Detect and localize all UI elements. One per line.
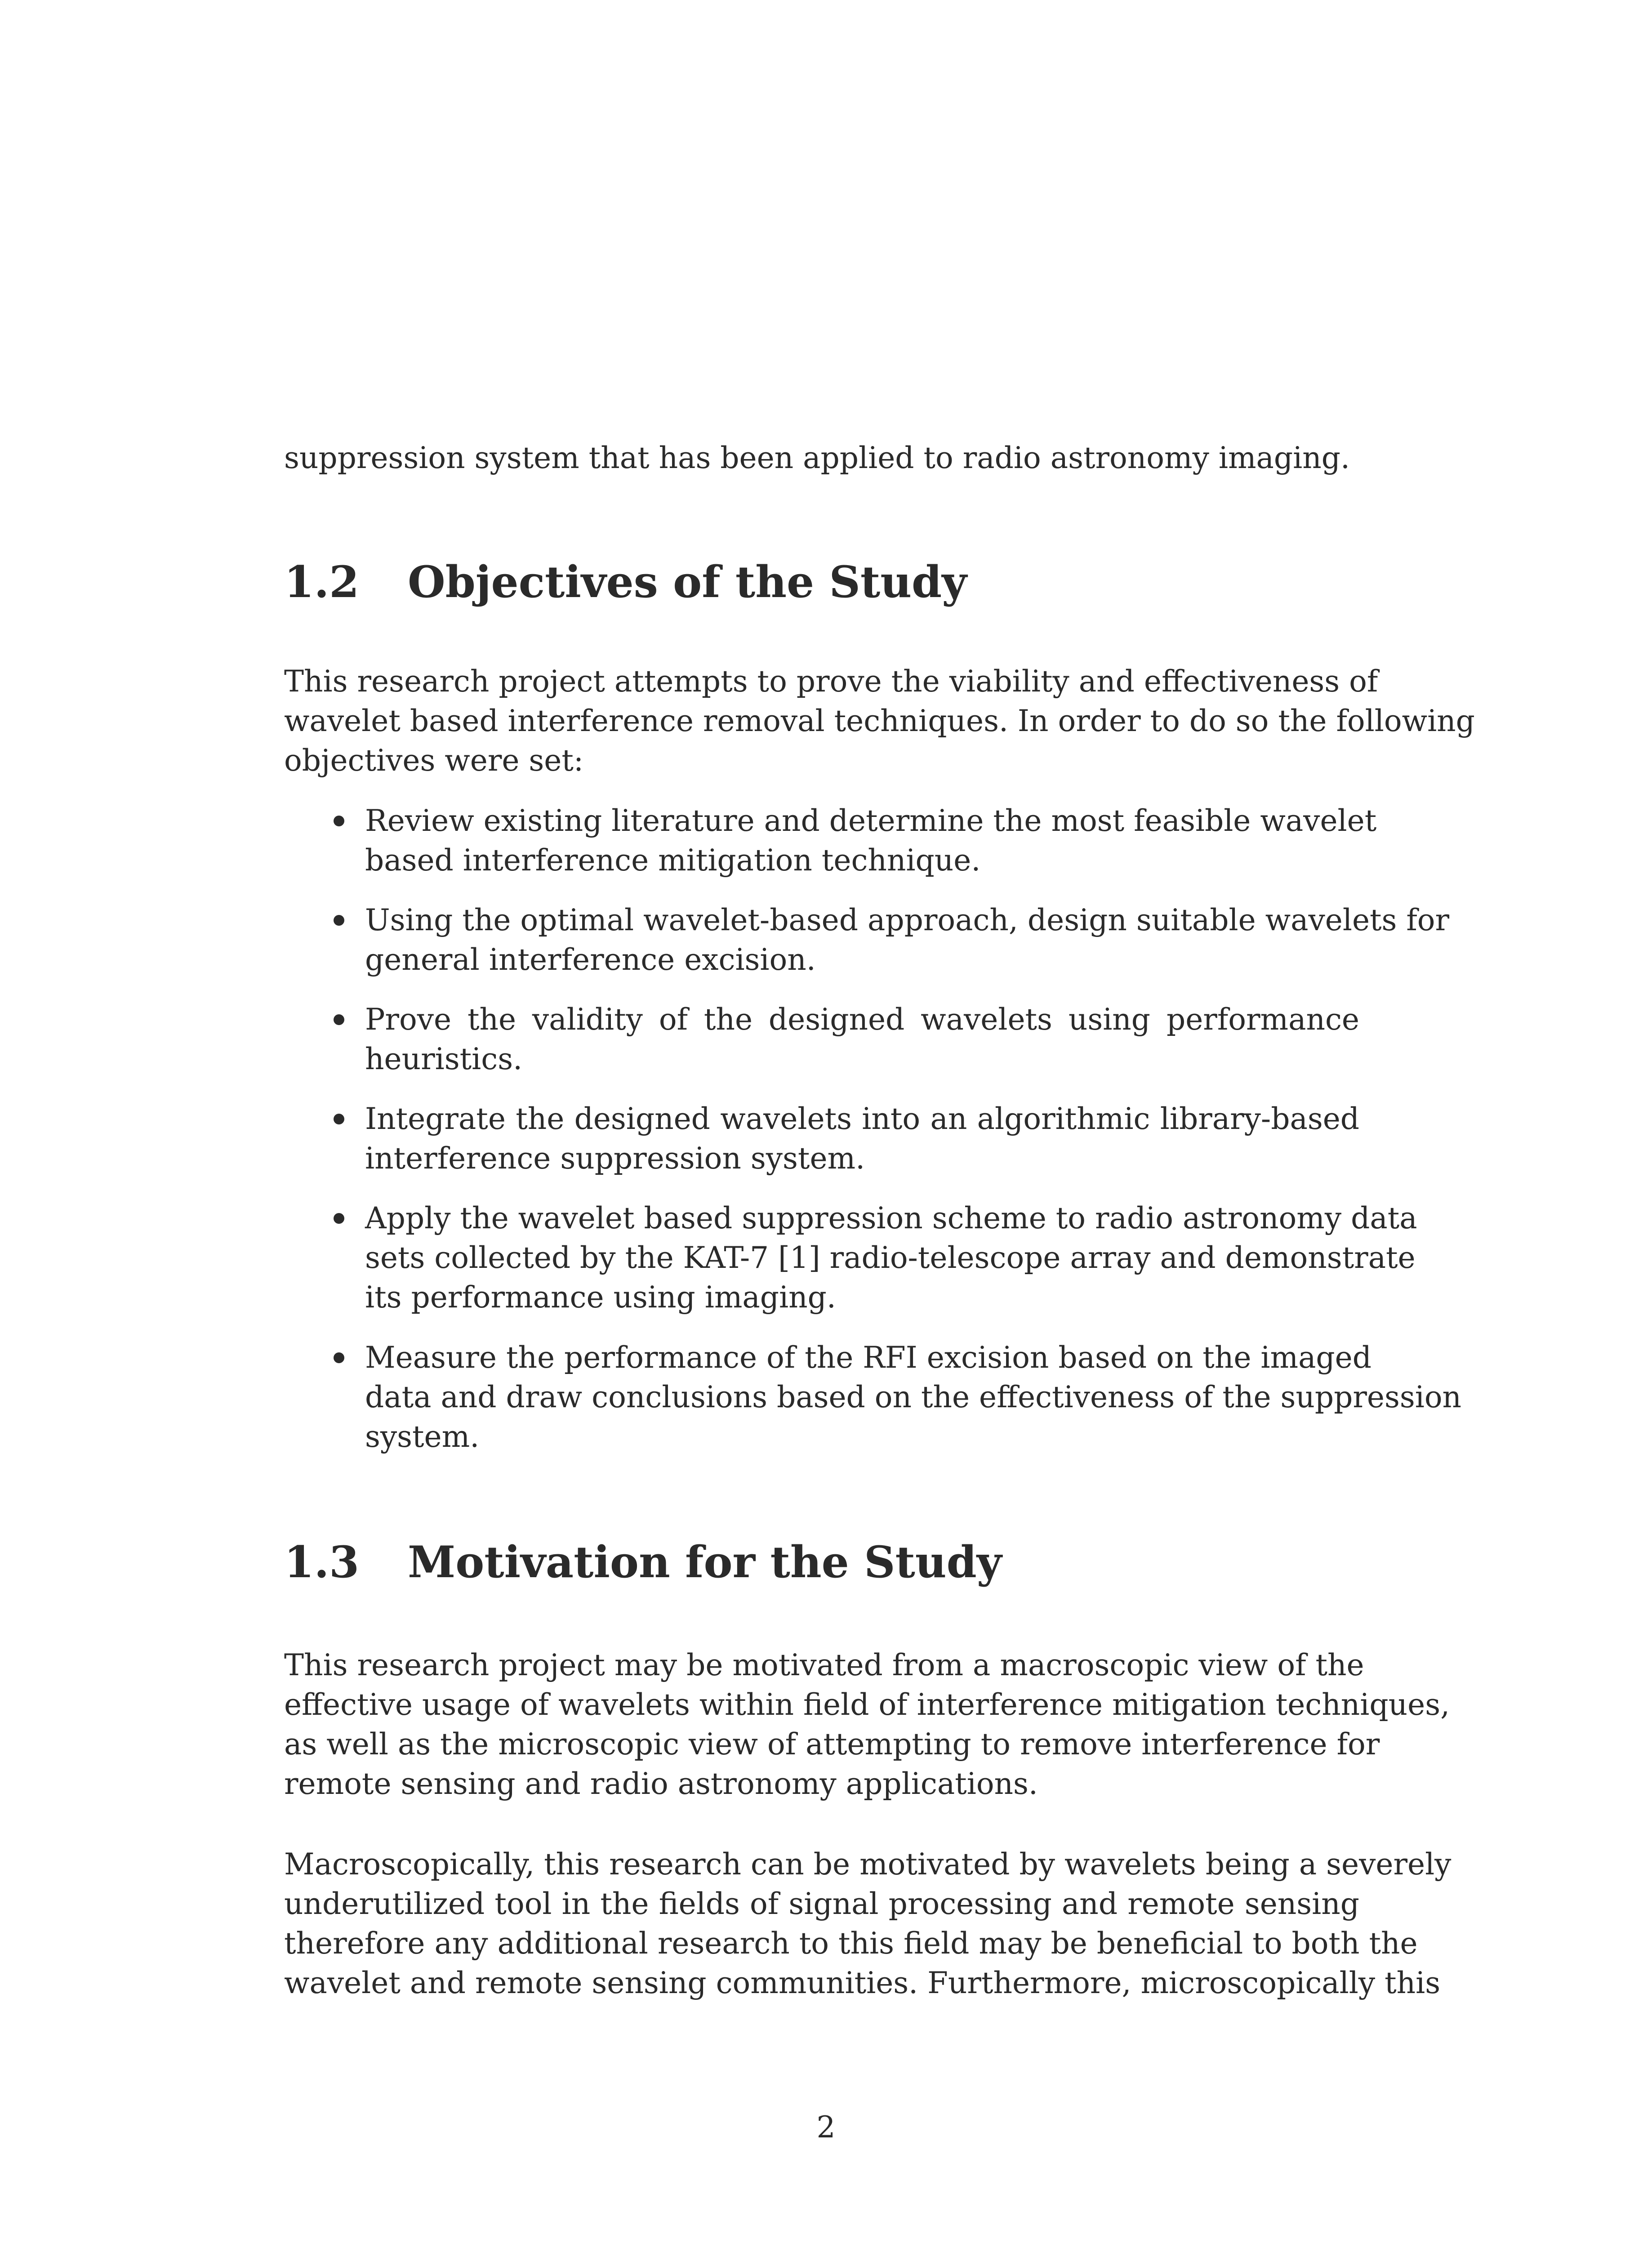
paragraph-line: as well as the microscopic view of attempting to remove interference for: [284, 1727, 1380, 1762]
paragraph-line: remote sensing and radio astronomy applications.: [284, 1766, 1038, 1801]
bullet-icon: [334, 1352, 344, 1363]
page-number: 2: [816, 2110, 836, 2145]
bullet-icon: [334, 816, 344, 826]
intro-line: suppression system that has been applied to radio astronomy imaging.: [284, 441, 1350, 475]
list-item-line: general interference excision.: [365, 942, 816, 977]
paragraph-line: objectives were set:: [284, 743, 584, 778]
paragraph-line: effective usage of wavelets within field of interference mitigation techniques,: [284, 1687, 1450, 1722]
paragraph-line: wavelet and remote sensing communities. Furthermore, microscopically this: [284, 1966, 1441, 2000]
list-item-line: Integrate the designed wavelets into an algorithmic library-based: [365, 1102, 1359, 1136]
motivation-paragraph-1: [284, 1646, 1450, 1804]
section-heading-motivation: [284, 1538, 1002, 1587]
list-item-line: Apply the wavelet based suppression scheme to radio astronomy data: [365, 1201, 1417, 1236]
section-title: Objectives of the Study: [408, 557, 967, 607]
intro-paragraph: [284, 438, 1359, 478]
bullet-icon: [334, 1114, 344, 1124]
list-item-line: Measure the performance of the RFI excision based on the imaged: [365, 1340, 1371, 1375]
motivation-paragraph-2: [284, 1845, 1452, 2003]
list-item-line: data and draw conclusions based on the effectiveness of the suppression: [365, 1380, 1462, 1414]
objectives-paragraph: [284, 662, 1475, 781]
paragraph-line: therefore any additional research to this field may be beneficial to both the: [284, 1926, 1418, 1961]
section-number: 1.3: [284, 1537, 360, 1588]
paragraph-line: This research project may be motivated from a macroscopic view of the: [284, 1648, 1364, 1682]
list-item-line: Review existing literature and determine the most feasible wavelet: [365, 803, 1377, 838]
list-item-line: sets collected by the KAT-7 [1] radio-telescope array and demonstrate: [365, 1240, 1416, 1275]
section-heading-objectives: [284, 558, 967, 607]
paragraph-line: underutilized tool in the fields of signal processing and remote sensing: [284, 1887, 1359, 1921]
bullet-icon: [334, 1014, 344, 1025]
bullet-icon: [334, 915, 344, 926]
paragraph-line: Macroscopically, this research can be motivated by wavelets being a severely: [284, 1847, 1452, 1882]
list-item-line: system.: [365, 1419, 480, 1454]
bullet-icon: [334, 1213, 344, 1224]
list-item-line: Prove the validity of the designed wavelets using performance: [365, 1002, 1359, 1037]
list-item-line: based interference mitigation technique.: [365, 843, 981, 878]
list-item-line: interference suppression system.: [365, 1141, 865, 1176]
section-number: 1.2: [284, 557, 360, 607]
section-title: Motivation for the Study: [408, 1537, 1002, 1588]
list-item-line: heuristics.: [365, 1042, 523, 1076]
paragraph-line: wavelet based interference removal techniques. In order to do so the following: [284, 704, 1475, 738]
paragraph-line: This research project attempts to prove the viability and effectiveness of: [284, 664, 1378, 699]
list-item-line: its performance using imaging.: [365, 1280, 836, 1315]
list-item-line: Using the optimal wavelet-based approach, design suitable wavelets for: [365, 903, 1450, 937]
